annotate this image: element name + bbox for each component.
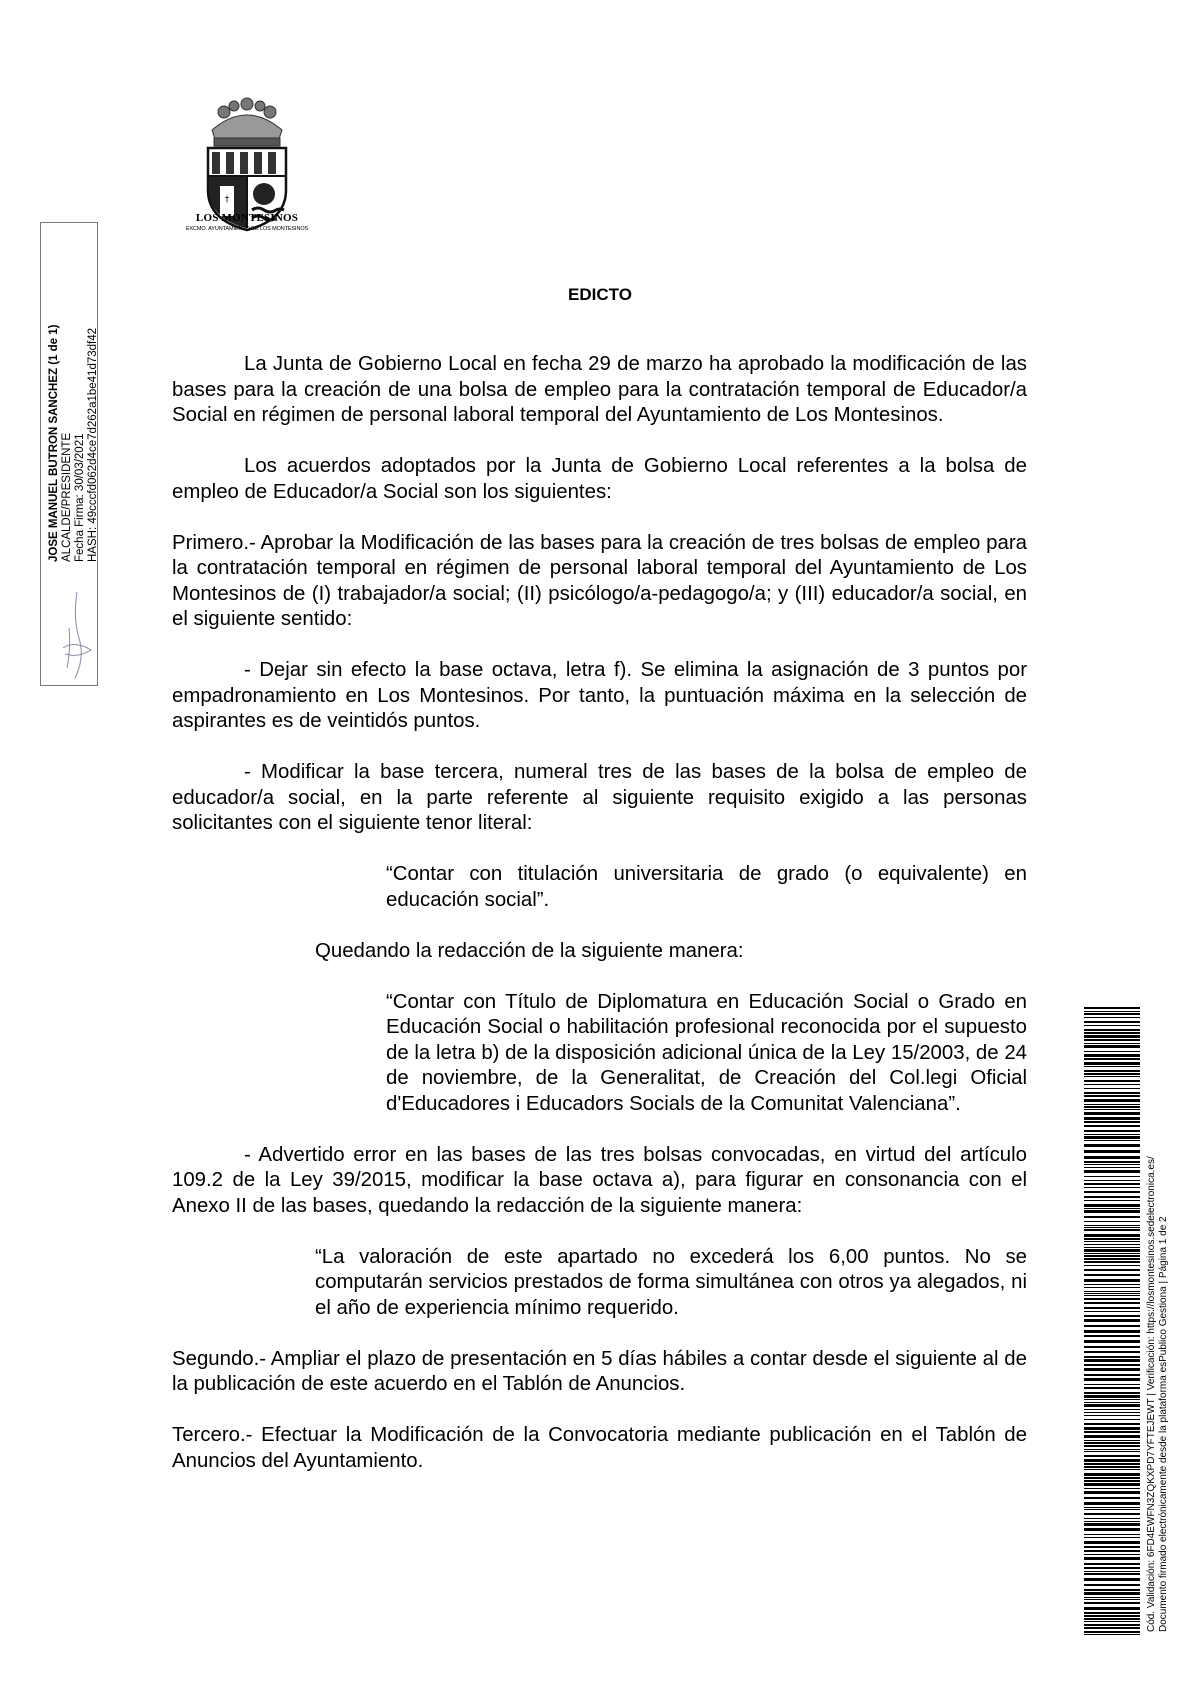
signer-role: ALCALDE/PRESIDENTE <box>61 432 73 562</box>
paragraph: Segundo.- Ampliar el plazo de presentación en 5 días hábiles a contar desde el siguiente al de la publicación de este acuerdo en el Tablón de Anuncios. <box>172 1347 1027 1395</box>
paragraph: Tercero.- Efectuar la Modificación de la Convocatoria mediante publicación en el Tablón de Anuncios del Ayuntamiento. <box>172 1424 1027 1472</box>
paragraph: Primero.- Aprobar la Modificación de las bases para la creación de tres bolsas de empleo para la contratación temporal en régimen de personal laboral temporal del Ayuntamiento de Los Montesinos de (I) trabajador/a social; (II) psicólogo/a-pedagogo/a; y (III) educador/a social, en el siguiente sentido: <box>172 531 1027 630</box>
paragraph: Quedando la redacción de la siguiente manera: <box>315 939 744 962</box>
paragraph: La Junta de Gobierno Local en fecha 29 de marzo ha aprobado la modificación de las bases para la creación de una bolsa de empleo para la contratación temporal de Educador/a Social en régimen de personal laboral temporal del Ayuntamiento de Los Montesinos. <box>172 353 1027 426</box>
signature-hash: HASH: 49cccfd062d4ce7d262a1be41d73df42 <box>87 327 99 562</box>
signer-name: JOSE MANUEL BUTRON SANCHEZ (1 de 1) <box>48 324 60 562</box>
barcode <box>1084 1007 1140 1637</box>
verification-line-2: Documento firmado electrónicamente desde la plataforma esPublico Gestiona | Página 1 de 2 <box>1158 1216 1169 1632</box>
paragraph: - Advertido error en las bases de las tres bolsas convocadas, en virtud del artículo 109.2 de la Ley 39/2015, modificar la base octava a), para figurar en consonancia con el Anexo II de las bases, quedando la redacción de la siguiente manera: <box>172 1143 1027 1217</box>
quote: “Contar con titulación universitaria de grado (o equivalente) en educación social”. <box>386 863 1027 911</box>
quote: “Contar con Título de Diplomatura en Educación Social o Grado en Educación Social o habilitación profesional reconocida por el supuesto de la letra b) de la disposición adicional única de la Ley 15/2003, de 24 de noviembre, de la Generalitat, de Creación del Col.legi Oficial d'Educadores i Educadors Socials de la Comunitat Valenciana”. <box>386 990 1027 1115</box>
logo-subtitle: EXCMO. AYUNTAMIENTO DE LOS MONTESINOS <box>185 226 309 232</box>
paragraph: - Dejar sin efecto la base octava, letra f). Se elimina la asignación de 3 puntos por empadronamiento en Los Montesinos. Por tanto, la puntuación máxima en la selección de aspirantes es de veintidós puntos. <box>172 659 1027 732</box>
document-title: EDICTO <box>568 285 632 304</box>
logo-name: LOS MONTESINOS <box>195 212 299 224</box>
paragraph: - Modificar la base tercera, numeral tres de las bases de la bolsa de empleo de educador/a social, en la parte referente al siguiente requisito exigido a las personas solicitantes con el siguiente tenor literal: <box>172 761 1027 834</box>
svg-text:†: † <box>224 195 230 205</box>
handwritten-signature <box>55 588 101 682</box>
signature-date: Fecha Firma: 30/03/2021 <box>74 433 86 562</box>
paragraph: Los acuerdos adoptados por la Junta de Gobierno Local referentes a la bolsa de empleo de Educador/a Social son los siguientes: <box>172 455 1027 503</box>
verification-text <box>1146 1012 1170 1632</box>
quote: “La valoración de este apartado no excederá los 6,00 puntos. No se computarán servicios prestados de forma simultánea con otros ya alegados, ni el año de experiencia mínimo requerido. <box>315 1245 1027 1319</box>
verification-line-1: Cód. Validación: 6FD4EWFN3ZQKXPD7YFTEJEWT | Verificación: https://losmontesinos.sedelectronica.es/ <box>1146 1156 1157 1632</box>
document-body <box>172 352 1027 1500</box>
